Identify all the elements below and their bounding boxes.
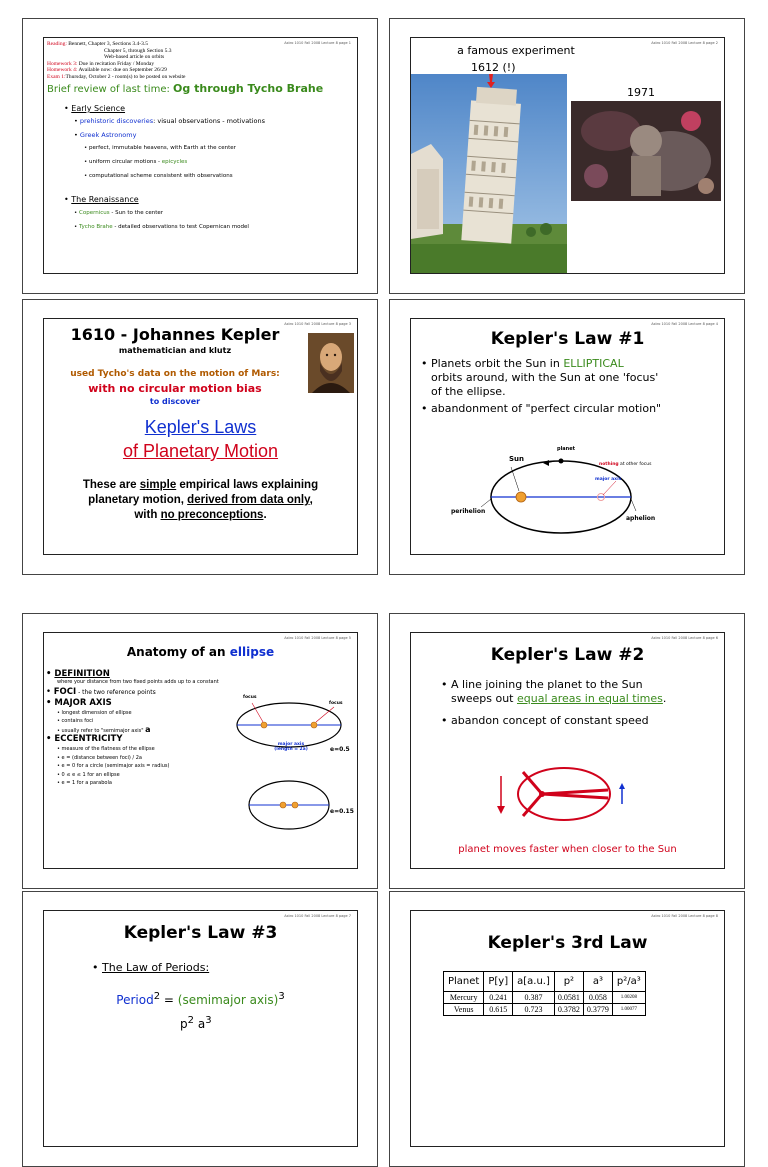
slide-7 <box>43 910 358 1147</box>
ellipse-definitions: • DEFINITION where your distance from two fixed points adds up to a constant • FOCI - the two reference points • MAJOR AXIS • longest dimension of ellipse • contains foci • usually refer to "semimajor axis" a • ECCENTRICITY • measure of the flatness of the ellipse • e = (distance between foci) / 2a • e = 0 for a circle (semimajor axis = radius) • 0 ≤ e ≤ 1 for an ellipse • e = 1 for a parabola <box>46 670 246 787</box>
tycho-data-line: used Tycho's data on the motion of Mars: <box>70 369 280 379</box>
slide-title: Kepler's Law #1 <box>490 329 645 349</box>
desc-2: planetary motion, <box>88 494 188 506</box>
desc-1: These are <box>82 479 140 491</box>
ecc-3: e = 0 for a circle (semimajor axis = radius) <box>61 763 170 769</box>
hw4-text: Available now: due on September 26/29 <box>78 67 167 73</box>
e015-label: e=0.15 <box>330 808 354 815</box>
review-title: Og through Tycho Brahe <box>173 82 324 95</box>
page-number: Astro 1010 Fall 2008 Lecture 8 page 5 <box>284 636 351 640</box>
slide-frame-4 <box>389 299 745 575</box>
title-a: Anatomy of an <box>126 645 230 659</box>
table-cell: 0.0581 <box>554 992 583 1004</box>
b1d: . <box>662 692 667 705</box>
foci-text: - the two reference points <box>76 688 156 696</box>
equal-areas: equal areas in equal times <box>516 692 663 705</box>
slide-frame-3 <box>22 299 378 575</box>
period-exponent: 2 <box>153 991 161 1002</box>
desc-data-only: derived from data only <box>187 494 310 506</box>
slide-2 <box>410 37 725 274</box>
table-cell: 0.241 <box>484 992 513 1004</box>
year-1612: 1612 (!) <box>471 61 516 74</box>
planet-label: planet <box>557 446 576 452</box>
page-number: Astro 1010 Fall 2008 Lecture 8 page 1 <box>284 41 351 45</box>
tycho: Tycho Brahe <box>79 224 113 230</box>
review-label: Brief review of last time: <box>47 84 170 95</box>
law3-bullet: • The Law of Periods: <box>92 961 210 974</box>
review-heading <box>47 82 323 95</box>
reading-line-2: Chapter 5, through Section 5.3 <box>104 47 172 54</box>
b1a: A line joining the planet to the Sun <box>451 678 643 691</box>
table-cell: 0.723 <box>513 1004 555 1016</box>
a-exponent: 3 <box>205 1015 212 1026</box>
pisa-tower-photo <box>411 74 567 274</box>
reading-text: Bennett, Chapter 3, Sections 3.4-3.5 <box>68 41 148 47</box>
early-science: Early Science <box>71 104 126 113</box>
kepler-portrait <box>308 333 354 393</box>
slide-1 <box>43 37 358 274</box>
table-cell: 0.615 <box>484 1004 513 1016</box>
epicycles: epicycles <box>161 159 188 165</box>
slide-title: 1610 - Johannes Kepler <box>70 325 280 344</box>
tycho-rest: - detailed observations to test Copernican model <box>112 224 249 230</box>
desc-2b: , <box>309 494 313 506</box>
slide-title: Kepler's Law #3 <box>123 923 278 943</box>
table-header-cell: Planet <box>444 972 484 992</box>
page-number: Astro 1010 Fall 2008 Lecture 8 page 7 <box>284 914 351 918</box>
major-3: usually refer to "semimajor axis" <box>61 727 144 734</box>
slide-title: Kepler's Law #2 <box>490 645 645 665</box>
copernicus-rest: - Sun to the center <box>109 210 164 216</box>
table-cell: 1.00077 <box>612 1004 645 1016</box>
major-1: longest dimension of ellipse <box>61 709 132 716</box>
focus-label-2: focus <box>329 701 343 706</box>
table-header-row <box>444 972 646 992</box>
slide-frame-5 <box>22 613 378 889</box>
major-axis-label: major axis <box>595 477 622 482</box>
subtitle: mathematician and klutz <box>118 346 232 355</box>
slide-3 <box>43 318 358 555</box>
semimajor-exponent: 3 <box>278 991 285 1002</box>
ellipse-orbit-diagram <box>411 439 725 549</box>
page-number: Astro 1010 Fall 2008 Lecture 8 page 8 <box>651 914 718 918</box>
desc-simple: simple <box>139 479 177 491</box>
sun-label: Sun <box>509 455 525 463</box>
major-label-1: major axis <box>277 742 305 747</box>
table-header-cell: a[a.u.] <box>513 972 555 992</box>
reading-block <box>47 41 186 80</box>
review-list: • Early Science • prehistoric discoveries: visual observations - motivations • Greek Astronomy • perfect, immutable heavens, with Earth at the center • uniform circular motions - epicycles • computational scheme consistent with observations • The Renaissance • Copernicus - Sun to the center • Tycho Brahe - detailed observations to test Copernican model <box>64 104 266 230</box>
greek-point-3: computational scheme consistent with observations <box>89 173 233 179</box>
year-1971: 1971 <box>627 86 655 99</box>
slide-5 <box>43 632 358 869</box>
b1b: sweeps out <box>451 692 517 705</box>
slide-frame-1 <box>22 18 378 294</box>
title-ellipse: ellipse <box>229 645 275 659</box>
elliptical: ELLIPTICAL <box>563 357 624 370</box>
prehistoric: prehistoric discoveries <box>79 117 154 125</box>
eccentricity-heading: ECCENTRICITY <box>54 734 123 744</box>
b1a: Planets orbit the Sun in <box>431 357 564 370</box>
slide-4 <box>410 318 725 555</box>
p-symbol: p <box>180 1017 188 1031</box>
ecc-1: measure of the flatness of the ellipse <box>61 746 155 752</box>
ecc-5: e = 1 for a parabola <box>61 780 112 786</box>
hw4-label: Homework 4: <box>47 67 78 73</box>
exam-label: Exam 1: <box>47 73 66 80</box>
major-a: a <box>145 724 151 734</box>
page-number: Astro 1010 Fall 2008 Lecture 8 page 4 <box>651 322 718 326</box>
perihelion-label: perihelion <box>451 508 486 515</box>
description <box>44 478 357 523</box>
page-number: Astro 1010 Fall 2008 Lecture 8 page 6 <box>651 636 718 640</box>
table-header-cell: P[y] <box>484 972 513 992</box>
semimajor-text: (semimajor axis) <box>177 993 279 1007</box>
reading-label: Reading: <box>47 41 67 47</box>
desc-3b: . <box>263 509 267 521</box>
slide-6 <box>410 632 725 869</box>
period-equation <box>44 991 357 1007</box>
to-discover-line: to discover <box>149 397 201 406</box>
desc-no-preconceptions: no preconceptions <box>160 509 264 521</box>
ecc-4: 0 ≤ e ≤ 1 for an ellipse <box>61 771 120 778</box>
greek-astronomy: Greek Astronomy <box>79 131 137 139</box>
kepler-data-table <box>443 971 646 1016</box>
hw3-label: Homework 3: <box>47 60 78 67</box>
slide-8 <box>410 910 725 1147</box>
table-row <box>444 1004 646 1016</box>
table-cell: 0.3779 <box>583 1004 612 1016</box>
b1c: orbits around, with the Sun at one 'focus' <box>431 371 659 384</box>
b2: abandon concept of constant speed <box>451 714 649 727</box>
slide-title: a famous experiment <box>457 44 575 57</box>
period-text: Period <box>116 993 154 1007</box>
law1-bullets: • Planets orbit the Sun in ELLIPTICAL orbits around, with the Sun at one 'focus' of the ellipse. • abandonment of "perfect circular motion" <box>421 357 721 416</box>
greek-point-1: perfect, immutable heavens, with Earth at the center <box>89 145 236 151</box>
desc-1b: empirical laws explaining <box>176 479 319 491</box>
copernicus: Copernicus <box>79 210 110 216</box>
equal-areas-diagram <box>411 758 725 838</box>
table-header-cell: p² <box>554 972 583 992</box>
table-header-cell: p²/a³ <box>612 972 645 992</box>
major-axis-heading: MAJOR AXIS <box>54 697 112 708</box>
nothing-label <box>599 462 651 467</box>
page-number: Astro 1010 Fall 2008 Lecture 8 page 3 <box>284 322 351 326</box>
b1d: of the ellipse. <box>431 385 506 398</box>
table-cell: 0.3782 <box>554 1004 583 1016</box>
definition-heading: DEFINITION <box>54 669 110 679</box>
focus-label-1: focus <box>243 695 257 700</box>
equals: = <box>160 993 178 1007</box>
slide-frame-7 <box>22 891 378 1167</box>
slide-frame-8 <box>389 891 745 1167</box>
table-cell: Mercury <box>444 992 484 1004</box>
e05-label: e=0.5 <box>330 746 350 753</box>
nothing-text: nothing <box>599 462 619 467</box>
law-of-periods: The Law of Periods: <box>102 961 210 974</box>
slide-title: Kepler's 3rd Law <box>487 933 648 953</box>
hw3-text: Due in recitation Friday / Monday <box>78 60 155 67</box>
slide-frame-6 <box>389 613 745 889</box>
table-row <box>444 992 646 1004</box>
table-cell: Venus <box>444 1004 484 1016</box>
apollo-experiment-photo <box>571 101 721 201</box>
slide-title <box>44 645 357 659</box>
p2-a3-equation <box>180 1015 212 1031</box>
b2: abandonment of "perfect circular motion" <box>431 402 662 415</box>
definition-text: where your distance from two fixed points adds up to a constant <box>57 679 219 685</box>
nothing-rest: at other focus <box>618 462 652 467</box>
table-header-cell: a³ <box>583 972 612 992</box>
p-exponent: 2 <box>187 1015 194 1026</box>
renaissance: The Renaissance <box>71 195 139 204</box>
planetary-motion-heading: of Planetary Motion <box>122 441 279 461</box>
table-cell: 1.00208 <box>612 992 645 1004</box>
reading-line-3: Web-based article on orbits <box>104 54 165 60</box>
aphelion-label: aphelion <box>626 515 656 522</box>
foci-heading: FOCI <box>53 686 77 697</box>
keplers-laws-heading: Kepler's Laws <box>144 417 257 437</box>
slide-frame-2 <box>389 18 745 294</box>
prehistoric-rest: : visual observations - motivations <box>153 117 266 125</box>
a-symbol: a <box>197 1017 206 1031</box>
no-bias-line: with no circular motion bias <box>88 382 262 395</box>
major-2: contains foci <box>61 718 94 724</box>
law2-bullets: • A line joining the planet to the Sun sweeps out equal areas in equal times. • abandon concept of constant speed <box>441 678 667 727</box>
desc-3: with <box>134 509 161 521</box>
ecc-2: e = (distance between foci) / 2a <box>61 754 142 761</box>
table-cell: 0.058 <box>583 992 612 1004</box>
table-cell: 0.387 <box>513 992 555 1004</box>
table-body <box>444 992 646 1016</box>
page-number: Astro 1010 Fall 2008 Lecture 8 page 2 <box>651 41 718 45</box>
greek-point-2: uniform circular motions - <box>89 159 162 165</box>
exam-text: Thursday, October 2 - room(s) to be posted on website <box>65 73 186 80</box>
major-label-2: (length = 2a) <box>274 747 308 752</box>
major-axis-diagram-label <box>266 742 316 752</box>
caption: planet moves faster when closer to the Sun <box>458 844 677 855</box>
